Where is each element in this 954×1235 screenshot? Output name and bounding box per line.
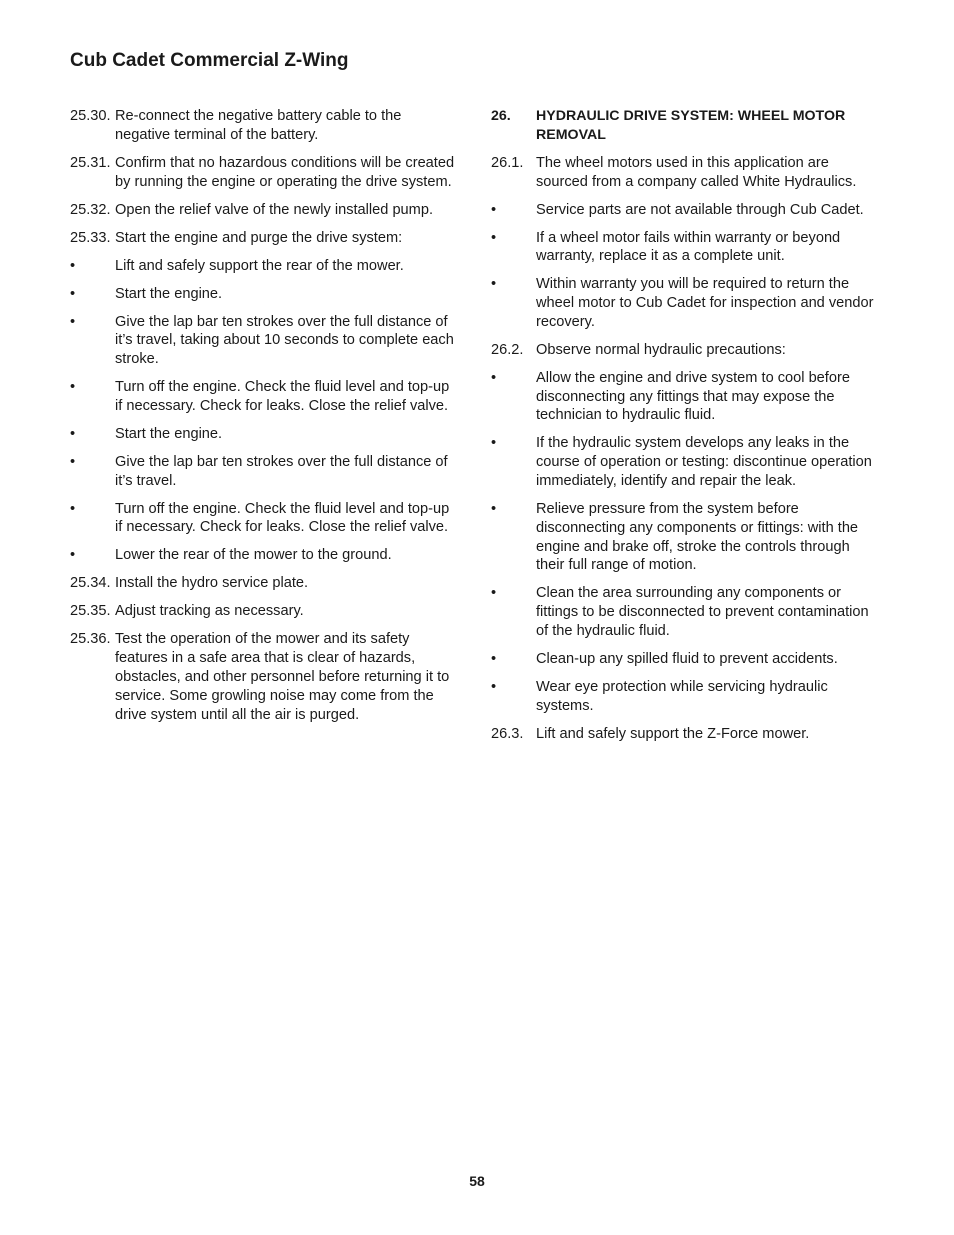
bullet-marker: • [491, 369, 497, 386]
bullet-marker: • [491, 651, 497, 667]
step-25-31 [70, 154, 455, 192]
bullet-text: Turn off the engine. Check the fluid level and top-up if necessary. Check for leaks. Close the relief valve. [115, 379, 450, 414]
step-text: Confirm that no hazardous conditions will be created by running the engine or operating the drive system. [115, 154, 455, 190]
bullet-marker: • [491, 276, 497, 293]
bullet-item [70, 500, 455, 538]
bullet-marker: • [491, 229, 497, 246]
section-number: 26. [491, 108, 511, 124]
bullet-item [491, 201, 876, 220]
step-text: Open the relief valve of the newly installed pump. [115, 201, 433, 218]
step-number: 25.32. [70, 201, 111, 218]
step-number: 26.2. [491, 341, 524, 358]
bullet-item [70, 285, 455, 304]
bullet-marker: • [70, 285, 76, 302]
bullet-text: Start the engine. [115, 285, 223, 302]
bullet-item [491, 434, 876, 490]
bullet-text: Wear eye protection while servicing hydraulic systems. [536, 678, 828, 714]
bullet-item [491, 500, 876, 575]
bullet-item [491, 650, 876, 669]
step-text: Install the hydro service plate. [115, 575, 309, 592]
step-number: 25.36. [70, 631, 111, 648]
step-25-30 [70, 107, 455, 145]
step-text: Re-connect the negative battery cable to the negative terminal of the battery. [115, 108, 402, 143]
bullet-text: Lower the rear of the mower to the ground. [115, 547, 392, 564]
bullet-item [491, 369, 876, 425]
step-number: 26.1. [491, 154, 524, 171]
bullet-text: Within warranty you will be required to return the wheel motor to Cub Cadet for inspection and vendor recovery. [536, 276, 874, 330]
step-text: Test the operation of the mower and its safety features in a safe area that is clear of hazards, obstacles, and other personnel before returning it to service. Some growling noise may come from the drive system until all the air is purged. [115, 631, 450, 723]
step-number: 25.30. [70, 108, 111, 124]
bullet-marker: • [70, 313, 76, 330]
step-text: Lift and safely support the Z-Force mower. [536, 725, 810, 742]
step-number: 25.35. [70, 603, 111, 620]
step-26-3 [491, 725, 876, 744]
step-25-33 [70, 229, 455, 248]
bullet-text: Service parts are not available through Cub Cadet. [536, 201, 864, 218]
bullet-item [70, 425, 455, 444]
step-number: 26.3. [491, 725, 524, 742]
bullet-text: If a wheel motor fails within warranty or beyond warranty, replace it as a complete unit. [536, 229, 841, 265]
bullet-item [70, 546, 455, 565]
bullet-text: Turn off the engine. Check the fluid level and top-up if necessary. Check for leaks. Close the relief valve. [115, 500, 450, 536]
step-number: 25.31. [70, 154, 111, 171]
bullet-item [70, 378, 455, 416]
page-number: 58 [469, 1173, 485, 1189]
left-column [70, 107, 455, 734]
step-25-34 [70, 574, 455, 593]
right-column [491, 107, 876, 753]
bullet-item [70, 453, 455, 491]
step-26-2 [491, 341, 876, 360]
bullet-marker: • [70, 379, 76, 396]
bullet-item [491, 584, 876, 640]
step-25-36 [70, 630, 455, 724]
step-text: Adjust tracking as necessary. [115, 603, 304, 620]
bullet-text: Clean-up any spilled fluid to prevent accidents. [536, 651, 838, 667]
bullet-item [491, 229, 876, 267]
bullet-marker: • [70, 453, 76, 470]
bullet-marker: • [70, 500, 76, 517]
bullet-text: Allow the engine and drive system to cool before disconnecting any fittings that may expose the technician to hydraulic fluid. [536, 369, 850, 424]
section-title: HYDRAULIC DRIVE SYSTEM: WHEEL MOTOR REMOVAL [536, 108, 846, 143]
step-25-32 [70, 201, 455, 220]
bullet-marker: • [70, 425, 76, 442]
bullet-text: Relieve pressure from the system before disconnecting any components or fittings: with the engine and brake off, stroke the controls through their full range of motion. [536, 501, 859, 574]
bullet-marker: • [491, 678, 497, 695]
step-text: Observe normal hydraulic precautions: [536, 341, 786, 358]
step-25-35 [70, 602, 455, 621]
bullet-marker: • [70, 547, 76, 564]
bullet-item [70, 257, 455, 276]
step-text: The wheel motors used in this application are sourced from a company called White Hydraulics. [536, 154, 857, 190]
bullet-item [70, 313, 455, 369]
document-title: Cub Cadet Commercial Z-Wing [70, 50, 349, 71]
step-number: 25.33. [70, 229, 111, 246]
bullet-marker: • [70, 257, 76, 274]
bullet-item [491, 275, 876, 331]
section-heading-26 [491, 107, 876, 145]
bullet-marker: • [491, 585, 497, 602]
step-number: 25.34. [70, 575, 111, 592]
bullet-text: Give the lap bar ten strokes over the full distance of it’s travel, taking about 10 seconds to complete each stroke. [115, 313, 454, 368]
step-26-1 [491, 154, 876, 192]
bullet-text: Start the engine. [115, 425, 223, 442]
bullet-marker: • [491, 201, 497, 218]
bullet-text: Lift and safely support the rear of the mower. [115, 257, 404, 274]
step-text: Start the engine and purge the drive system: [115, 229, 403, 246]
bullet-text: Clean the area surrounding any components or fittings to be disconnected to prevent contamination of the hydraulic fluid. [536, 585, 869, 640]
bullet-text: Give the lap bar ten strokes over the full distance of it’s travel. [115, 453, 448, 489]
bullet-item [491, 678, 876, 716]
bullet-marker: • [491, 501, 497, 518]
bullet-text: If the hydraulic system develops any leaks in the course of operation or testing: discontinue operation immediately, identify and repair the leak. [536, 435, 872, 490]
bullet-marker: • [491, 435, 497, 452]
